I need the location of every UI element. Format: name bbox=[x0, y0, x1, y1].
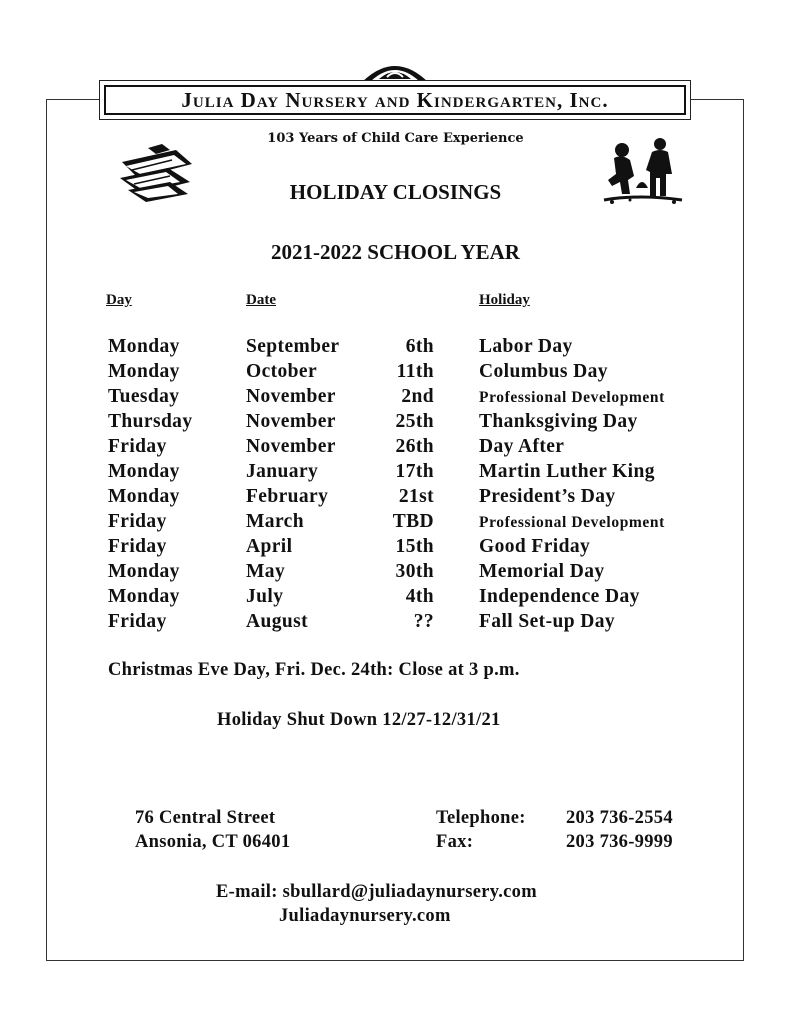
column-header-day: Day bbox=[106, 292, 132, 308]
row-day: Tuesday bbox=[108, 386, 180, 407]
row-holiday: Professional Development bbox=[479, 514, 665, 531]
row-month: April bbox=[246, 536, 293, 557]
row-month: September bbox=[246, 336, 340, 357]
fax-label: Fax: bbox=[436, 832, 474, 852]
row-holiday: Independence Day bbox=[479, 586, 640, 607]
row-month: March bbox=[246, 511, 304, 532]
row-holiday: Thanksgiving Day bbox=[479, 411, 638, 432]
row-date-number: 25th bbox=[395, 411, 434, 432]
row-month: May bbox=[246, 561, 286, 582]
row-month: February bbox=[246, 486, 329, 507]
row-month: November bbox=[246, 436, 336, 457]
row-day: Thursday bbox=[108, 411, 193, 432]
row-month: November bbox=[246, 411, 336, 432]
table-row bbox=[0, 436, 791, 461]
row-holiday: Martin Luther King bbox=[479, 461, 655, 482]
row-month: October bbox=[246, 361, 318, 382]
row-holiday: Labor Day bbox=[479, 336, 573, 357]
holiday-table bbox=[0, 336, 791, 636]
row-day: Monday bbox=[108, 561, 180, 582]
holiday-shutdown-note: Holiday Shut Down 12/27-12/31/21 bbox=[217, 710, 501, 730]
table-row bbox=[0, 611, 791, 636]
website: Juliadaynursery.com bbox=[279, 906, 451, 926]
page-title: HOLIDAY CLOSINGS bbox=[289, 180, 502, 204]
row-date-number: 26th bbox=[395, 436, 434, 457]
row-holiday: Professional Development bbox=[479, 389, 665, 406]
row-day: Monday bbox=[108, 586, 180, 607]
column-header-holiday: Holiday bbox=[479, 292, 530, 308]
row-holiday: Day After bbox=[479, 436, 565, 457]
table-row bbox=[0, 461, 791, 486]
row-day: Friday bbox=[108, 611, 167, 632]
row-month: November bbox=[246, 386, 336, 407]
row-holiday: President’s Day bbox=[479, 486, 616, 507]
address-street: 76 Central Street bbox=[135, 808, 276, 828]
table-row bbox=[0, 386, 791, 411]
phone-number: 203 736-2554 bbox=[566, 808, 673, 828]
christmas-eve-note: Christmas Eve Day, Fri. Dec. 24th: Close at 3 p.m. bbox=[108, 660, 520, 680]
row-day: Monday bbox=[108, 461, 180, 482]
column-header-date: Date bbox=[246, 292, 276, 308]
row-day: Monday bbox=[108, 361, 180, 382]
table-row bbox=[0, 361, 791, 386]
row-month: July bbox=[246, 586, 284, 607]
row-day: Friday bbox=[108, 511, 167, 532]
row-date-number: 15th bbox=[395, 536, 434, 557]
table-row bbox=[0, 486, 791, 511]
table-row bbox=[0, 536, 791, 561]
row-date-number: TBD bbox=[392, 511, 434, 532]
row-date-number: 17th bbox=[395, 461, 434, 482]
row-day: Friday bbox=[108, 536, 167, 557]
table-row bbox=[0, 336, 791, 361]
email-address: E-mail: sbullard@juliadaynursery.com bbox=[216, 882, 537, 902]
organization-name: Julia Day Nursery and Kindergarten, Inc. bbox=[181, 87, 609, 112]
fax-number: 203 736-9999 bbox=[566, 832, 673, 852]
address-city: Ansonia, CT 06401 bbox=[135, 832, 291, 852]
table-row bbox=[0, 411, 791, 436]
header-banner bbox=[99, 80, 691, 120]
row-date-number: 21st bbox=[398, 486, 434, 507]
school-year-heading: 2021-2022 SCHOOL YEAR bbox=[271, 240, 520, 264]
row-holiday: Fall Set-up Day bbox=[479, 611, 616, 632]
row-date-number: 4th bbox=[405, 586, 434, 607]
experience-tagline: 103 Years of Child Care Experience bbox=[267, 131, 524, 146]
row-holiday: Good Friday bbox=[479, 536, 591, 557]
row-holiday: Columbus Day bbox=[479, 361, 608, 382]
row-day: Friday bbox=[108, 436, 167, 457]
table-row bbox=[0, 561, 791, 586]
row-day: Monday bbox=[108, 336, 180, 357]
row-date-number: 2nd bbox=[401, 386, 434, 407]
row-month: January bbox=[246, 461, 319, 482]
row-date-number: 6th bbox=[405, 336, 434, 357]
table-row bbox=[0, 586, 791, 611]
row-date-number: ?? bbox=[413, 611, 434, 632]
table-row bbox=[0, 511, 791, 536]
row-date-number: 11th bbox=[396, 361, 434, 382]
phone-label: Telephone: bbox=[436, 808, 526, 828]
row-date-number: 30th bbox=[395, 561, 434, 582]
row-day: Monday bbox=[108, 486, 180, 507]
row-holiday: Memorial Day bbox=[479, 561, 605, 582]
row-month: August bbox=[246, 611, 309, 632]
